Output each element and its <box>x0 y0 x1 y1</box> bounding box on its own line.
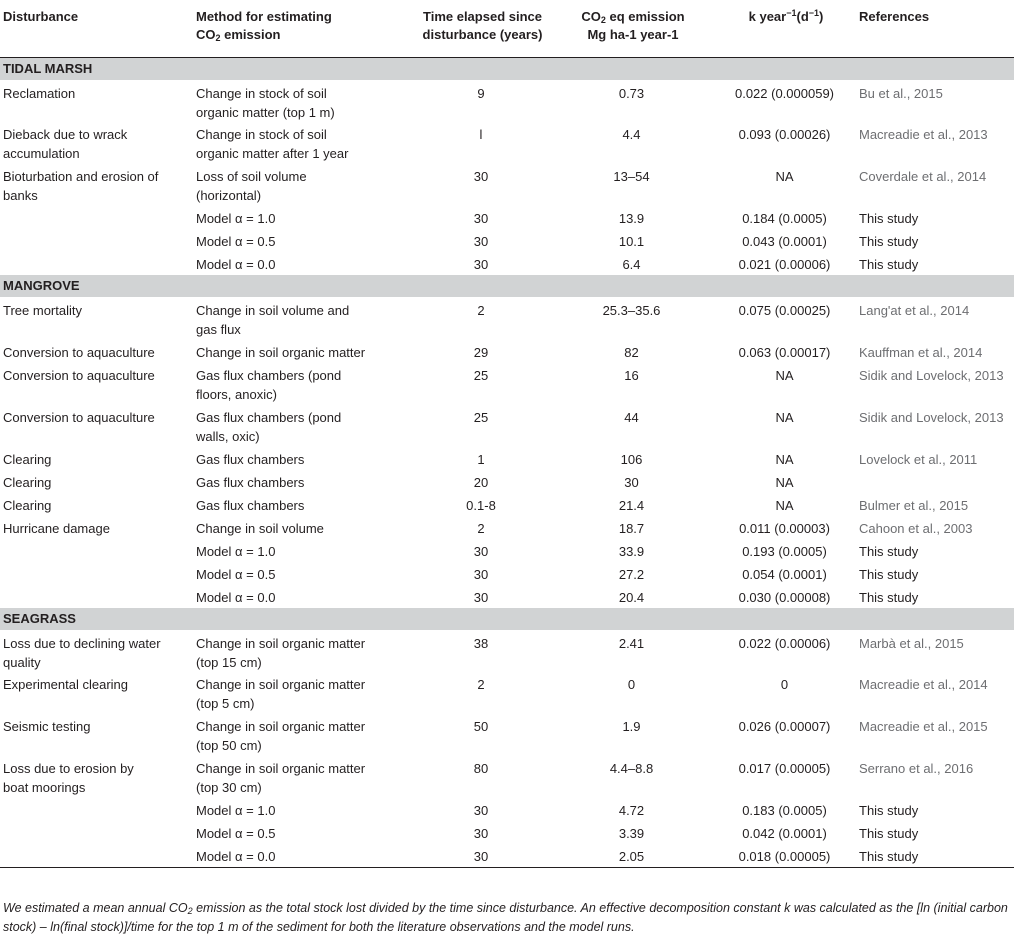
method-cell-line: gas flux <box>196 322 241 337</box>
method-cell-line: Model α = 1.0 <box>196 803 276 818</box>
k-value-cell: 0.054 (0.0001) <box>742 566 827 582</box>
table-row <box>0 714 1014 756</box>
table-row <box>0 493 1014 516</box>
time-elapsed-cell: 30 <box>412 844 550 867</box>
k-value-cell: 0.075 (0.00025) <box>738 303 831 318</box>
method-cell <box>193 714 412 756</box>
reference-cell: This study <box>859 257 919 272</box>
time-elapsed-cell: 30 <box>473 169 489 184</box>
reference-link[interactable]: Macreadie et al., 2015 <box>859 719 988 734</box>
disturbance-cell-line: quality <box>3 654 41 670</box>
table-row <box>0 252 1014 275</box>
time-elapsed-cell: 2 <box>477 520 485 536</box>
co2-emission-cell: 0 <box>627 677 636 692</box>
method-cell-line: floors, anoxic) <box>196 386 277 402</box>
disturbance-cell <box>0 539 193 562</box>
table-row <box>0 562 1014 585</box>
method-cell-line: Model α = 0.0 <box>196 257 276 272</box>
co2-emission-cell: 4.4–8.8 <box>609 761 654 776</box>
table-row <box>0 844 1014 867</box>
table-footnote: We estimated a mean annual $CO_2$ emission as the total stock lost divided by the time since disturbance. An effective decomposition constant k was calculated as the [ln (initial carbon stock) – ln(final stock)]/time for the top 1 m of the sediment for both the literature observations and the model runs. <box>3 901 1008 934</box>
co2-emission-cell: 2.41 <box>618 635 645 651</box>
disturbance-cell <box>0 122 193 164</box>
reference-link[interactable]: Sidik and Lovelock, 2013 <box>859 367 1004 383</box>
reference-link[interactable]: Sidik and Lovelock, 2013 <box>859 409 1004 425</box>
time-elapsed-cell: 25 <box>473 409 489 425</box>
k-value-cell: 0.043 (0.0001) <box>742 234 827 249</box>
reference-cell: This study <box>859 234 919 249</box>
method-cell <box>193 516 412 539</box>
time-elapsed-cell: 1 <box>477 451 485 467</box>
k-value-cell: 0 <box>780 677 789 692</box>
method-cell <box>193 756 412 798</box>
method-cell-line: Gas flux chambers <box>196 474 305 490</box>
section-row-seagrass <box>0 608 1014 631</box>
method-cell <box>193 122 412 164</box>
table-row <box>0 447 1014 470</box>
reference-cell: This study <box>856 844 1014 867</box>
disturbance-cell <box>0 470 193 493</box>
method-cell-line: (top 50 cm) <box>196 738 262 753</box>
k-value-cell: 0.183 (0.0005) <box>742 803 827 818</box>
disturbance-cell-line: Experimental clearing <box>3 677 129 692</box>
k-value-cell: NA <box>775 367 794 383</box>
table-row <box>0 585 1014 608</box>
method-cell <box>193 80 412 122</box>
co2-emission-cell: 27.2 <box>618 566 645 582</box>
method-cell <box>193 447 412 470</box>
section-heading: SEAGRASS <box>0 608 1014 631</box>
co2-emission-cell: 30 <box>624 474 639 490</box>
method-cell-line: Change in stock of soil <box>196 127 327 142</box>
reference-cell <box>856 470 1014 493</box>
disturbance-cell <box>0 672 193 714</box>
method-cell-line: Gas flux chambers (pond <box>196 409 342 425</box>
method-cell <box>193 821 412 844</box>
disturbance-cell-line: Conversion to aquaculture <box>3 344 155 360</box>
header-references: References <box>856 0 1014 57</box>
disturbance-cell-line: Tree mortality <box>3 303 82 318</box>
table-body <box>0 57 1014 867</box>
k-value-cell: 0.022 (0.000059) <box>734 85 835 101</box>
method-cell <box>193 229 412 252</box>
method-cell <box>193 252 412 275</box>
k-value-cell: 0.017 (0.00005) <box>738 761 831 776</box>
disturbance-cell-line: Hurricane damage <box>3 520 110 536</box>
reference-link[interactable]: Macreadie et al., 2014 <box>859 677 988 692</box>
reference-link[interactable]: Marbà et al., 2015 <box>859 635 964 651</box>
disturbance-cell-line: Seismic testing <box>3 719 91 734</box>
co2-emission-cell: 18.7 <box>618 520 645 536</box>
disturbance-cell <box>0 756 193 798</box>
disturbance-cell <box>0 340 193 363</box>
table-row <box>0 229 1014 252</box>
method-cell <box>193 405 412 447</box>
method-cell-line: organic matter after 1 year <box>196 146 349 161</box>
time-elapsed-cell: 30 <box>473 211 489 226</box>
method-cell-line: Model α = 1.0 <box>196 543 276 559</box>
time-elapsed-cell: 29 <box>473 344 489 360</box>
method-cell <box>193 630 412 672</box>
section-row-tidal <box>0 57 1014 80</box>
disturbance-cell <box>0 229 193 252</box>
k-value-cell: 0.021 (0.00006) <box>738 257 831 272</box>
method-cell-line: Gas flux chambers <box>196 497 305 513</box>
disturbance-cell <box>0 798 193 821</box>
k-value-cell: NA <box>775 169 794 184</box>
disturbance-cell <box>0 516 193 539</box>
table-row <box>0 630 1014 672</box>
time-elapsed-cell: 30 <box>473 589 489 605</box>
method-cell-line: Model α = 1.0 <box>196 211 276 226</box>
co2-emission-cell: 44 <box>624 409 639 425</box>
table-row <box>0 340 1014 363</box>
disturbance-cell <box>0 562 193 585</box>
table-row <box>0 672 1014 714</box>
method-cell-line: Change in soil organic matter <box>196 719 366 734</box>
method-cell <box>193 585 412 608</box>
co2-emission-cell: 25.3–35.6 <box>602 303 661 318</box>
method-cell-line: (top 15 cm) <box>196 654 262 670</box>
co2-emission-cell: 82 <box>624 344 639 360</box>
disturbance-cell <box>0 164 193 206</box>
disturbance-cell <box>0 630 193 672</box>
section-row-mangrove <box>0 275 1014 298</box>
table-row <box>0 539 1014 562</box>
k-value-cell: 0.063 (0.00017) <box>738 344 831 360</box>
co2-emission-cell: 2.05 <box>550 844 713 867</box>
disturbance-cell <box>0 298 193 340</box>
k-value-cell: 0.026 (0.00007) <box>738 719 831 734</box>
k-value-cell: 0.030 (0.00008) <box>738 589 831 605</box>
reference-link[interactable]: Bulmer et al., 2015 <box>859 497 969 513</box>
table-row <box>0 206 1014 229</box>
method-cell-line: Model α = 0.5 <box>196 826 276 841</box>
method-cell-line: Gas flux chambers (pond <box>196 367 342 383</box>
method-cell-line: Change in soil organic matter <box>196 761 366 776</box>
disturbance-cell <box>0 447 193 470</box>
method-cell <box>193 798 412 821</box>
reference-cell: This study <box>859 543 919 559</box>
co2-emission-cell: 13–54 <box>613 169 650 184</box>
method-cell <box>193 493 412 516</box>
section-heading: TIDAL MARSH <box>0 57 1014 80</box>
co2-emission-cell: 6.4 <box>622 257 641 272</box>
time-elapsed-cell: 30 <box>473 803 489 818</box>
k-value-cell: NA <box>775 497 794 513</box>
method-cell-line: Change in soil organic matter <box>196 677 366 692</box>
method-cell-line: Model α = 0.5 <box>196 234 276 249</box>
disturbance-cell-line: accumulation <box>3 146 80 161</box>
k-value-cell: 0.184 (0.0005) <box>742 211 827 226</box>
co2-emission-cell: 10.1 <box>618 234 645 249</box>
time-elapsed-cell: 2 <box>477 303 485 318</box>
method-cell-line: Change in soil organic matter <box>196 635 366 651</box>
k-value-cell: NA <box>775 474 794 490</box>
k-value-cell: NA <box>775 451 794 467</box>
co2-emission-cell: 21.4 <box>618 497 645 513</box>
disturbance-cell <box>0 206 193 229</box>
method-cell <box>193 562 412 585</box>
reference-link[interactable]: Serrano et al., 2016 <box>859 761 974 776</box>
disturbance-cell-line: Loss due to erosion by <box>3 761 134 776</box>
co2-emission-cell: 16 <box>624 367 639 383</box>
table-row <box>0 821 1014 844</box>
reference-cell: This study <box>859 566 919 582</box>
header-disturbance: Disturbance <box>0 0 193 57</box>
method-cell-line: Change in soil organic matter <box>196 344 366 360</box>
reference-cell: This study <box>859 803 919 818</box>
time-elapsed-cell: 30 <box>473 826 489 841</box>
reference-link[interactable]: Macreadie et al., 2013 <box>859 127 988 142</box>
time-elapsed-cell: 80 <box>473 761 489 776</box>
k-value-cell: 0.093 (0.00026) <box>738 127 831 142</box>
k-value-cell: 0.193 (0.0005) <box>742 543 827 559</box>
k-value-cell: 0.042 (0.0001) <box>742 826 827 841</box>
reference-link[interactable]: Coverdale et al., 2014 <box>859 169 987 184</box>
disturbance-cell <box>0 493 193 516</box>
disturbance-cell <box>0 821 193 844</box>
disturbance-cell-line: boat moorings <box>3 780 86 795</box>
header-co2-emission: $CO_2$ eq emission Mg ha-1 year-1 <box>550 0 713 57</box>
table-header <box>0 0 1014 57</box>
co2-emission-cell: 4.4 <box>622 127 641 142</box>
method-cell-line: (horizontal) <box>196 188 262 203</box>
disturbance-cell <box>0 80 193 122</box>
time-elapsed-cell: 0.1-8 <box>466 497 496 513</box>
disturbance-cell <box>0 585 193 608</box>
table-row <box>0 798 1014 821</box>
disturbance-cell-line: Dieback due to wrack <box>3 127 128 142</box>
time-elapsed-cell: 30 <box>473 257 489 272</box>
disturbance-cell-line: banks <box>3 188 38 203</box>
reference-cell: This study <box>859 211 919 226</box>
table-row <box>0 164 1014 206</box>
method-cell <box>193 470 412 493</box>
method-cell-line: Model α = 0.0 <box>196 849 276 864</box>
disturbance-cell-line: Clearing <box>3 451 52 467</box>
header-method: Method for estimating $CO_2$ emission <box>193 0 412 57</box>
table-row <box>0 470 1014 493</box>
method-cell-line: walls, oxic) <box>196 428 260 444</box>
method-cell-line: Change in soil volume <box>196 520 324 536</box>
header-time-elapsed: Time elapsed since disturbance (years) <box>412 0 550 57</box>
co2-emission-cell: 3.39 <box>618 826 645 841</box>
time-elapsed-cell: 30 <box>473 566 489 582</box>
reference-link[interactable]: Lang'at et al., 2014 <box>859 303 970 318</box>
co2-emission-cell: 106 <box>620 451 643 467</box>
time-elapsed-cell: 30 <box>473 234 489 249</box>
method-cell-line: (top 5 cm) <box>196 696 255 711</box>
disturbance-cell <box>0 844 193 867</box>
method-cell-line: Change in stock of soil <box>196 85 327 101</box>
disturbance-cell-line: Conversion to aquaculture <box>3 409 155 425</box>
reference-link[interactable]: Bu et al., 2015 <box>859 85 943 101</box>
time-elapsed-cell: 9 <box>477 85 485 101</box>
method-cell <box>193 298 412 340</box>
disturbance-cell-line: Clearing <box>3 497 52 513</box>
co2-emission-cell: 33.9 <box>618 543 645 559</box>
method-cell <box>193 206 412 229</box>
time-elapsed-cell: l <box>479 127 483 142</box>
method-cell-line: Model α = 0.5 <box>196 566 276 582</box>
method-cell <box>193 539 412 562</box>
co2-emission-cell: 13.9 <box>618 211 645 226</box>
k-value-cell: NA <box>775 409 794 425</box>
method-cell <box>193 672 412 714</box>
time-elapsed-cell: 50 <box>473 719 489 734</box>
co2-emission-cell: 4.72 <box>618 803 645 818</box>
method-cell-line: Gas flux chambers <box>196 451 305 467</box>
table-row <box>0 80 1014 122</box>
method-cell <box>193 340 412 363</box>
table-row <box>0 756 1014 798</box>
disturbance-cell-line: Clearing <box>3 474 52 490</box>
time-elapsed-cell: 30 <box>473 543 489 559</box>
disturbance-cell-line: Conversion to aquaculture <box>3 367 155 383</box>
k-value-cell: 0.018 (0.00005) <box>713 844 856 867</box>
co2-emission-cell: 20.4 <box>618 589 645 605</box>
reference-link[interactable]: Cahoon et al., 2003 <box>859 520 973 536</box>
k-value-cell: 0.022 (0.00006) <box>738 635 831 651</box>
section-heading: MANGROVE <box>0 275 1014 298</box>
time-elapsed-cell: 25 <box>473 367 489 383</box>
method-cell <box>193 844 412 867</box>
co2-emission-cell: 1.9 <box>622 719 641 734</box>
disturbance-cell-line: Reclamation <box>3 85 76 101</box>
time-elapsed-cell: 38 <box>473 635 489 651</box>
disturbance-cell-line: Bioturbation and erosion of <box>3 169 159 184</box>
table-row <box>0 363 1014 405</box>
disturbance-cell <box>0 714 193 756</box>
method-cell-line: organic matter (top 1 m) <box>196 104 335 120</box>
method-cell-line: Change in soil volume and <box>196 303 350 318</box>
disturbance-cell <box>0 405 193 447</box>
method-cell <box>193 164 412 206</box>
disturbance-cell <box>0 363 193 405</box>
method-cell <box>193 363 412 405</box>
time-elapsed-cell: 2 <box>477 677 485 692</box>
method-cell-line: Loss of soil volume <box>196 169 307 184</box>
co2-emission-cell: 0.73 <box>618 85 645 101</box>
method-cell-line: Model α = 0.0 <box>196 589 276 605</box>
reference-link[interactable]: Lovelock et al., 2011 <box>859 451 978 467</box>
table-row <box>0 516 1014 539</box>
disturbance-cell-line: Loss due to declining water <box>3 635 161 651</box>
header-k: k $year^{-1}(d^{-1})$ <box>713 0 856 57</box>
table-row <box>0 122 1014 164</box>
table-row <box>0 405 1014 447</box>
reference-cell: This study <box>859 826 919 841</box>
reference-link[interactable]: Kauffman et al., 2014 <box>859 344 983 360</box>
reference-cell: This study <box>859 589 919 605</box>
k-value-cell: 0.011 (0.00003) <box>739 520 830 536</box>
disturbance-cell <box>0 252 193 275</box>
method-cell-line: (top 30 cm) <box>196 780 262 795</box>
time-elapsed-cell: 20 <box>473 474 489 490</box>
table-row <box>0 298 1014 340</box>
